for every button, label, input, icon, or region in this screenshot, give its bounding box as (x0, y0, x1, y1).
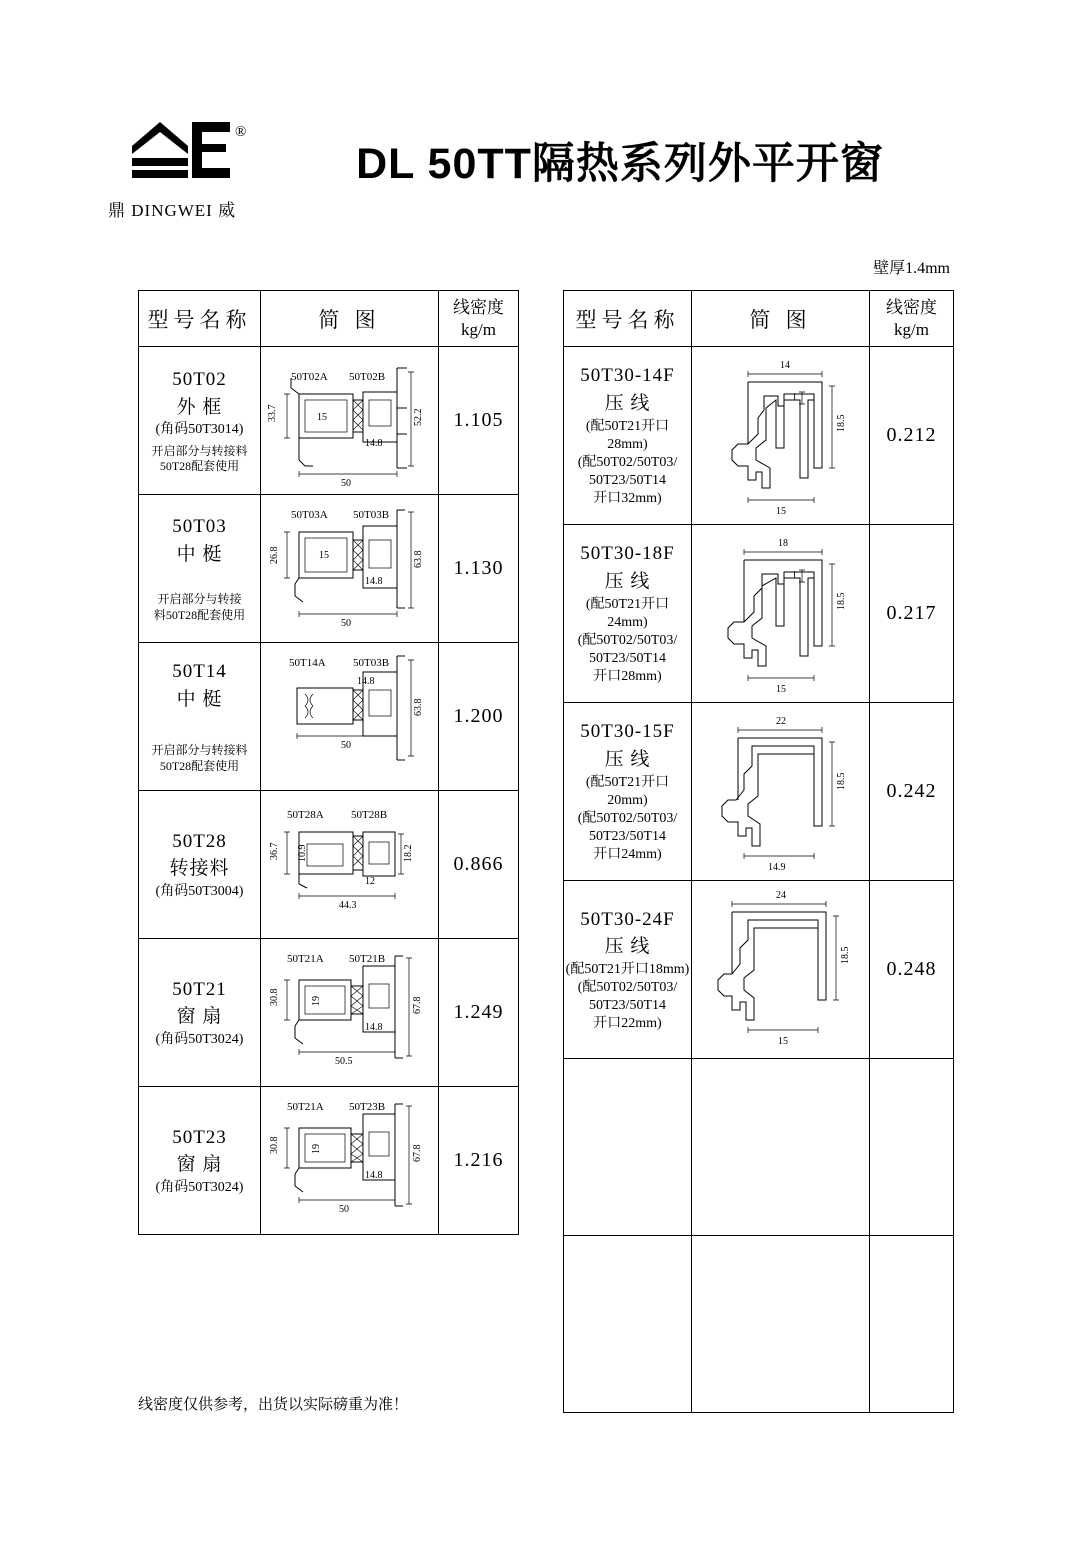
fig-dim: 50 (341, 739, 351, 751)
model-corner-code: (角码50T3014) (155, 422, 244, 438)
model-note: 开启部分与转接 料50T28配套使用 (153, 592, 246, 623)
fig-dim: 19 (311, 995, 322, 1006)
fig-dim: 19 (311, 1143, 322, 1154)
fig-dim: 50 (341, 617, 351, 629)
fig-label: 50T21A (287, 952, 324, 965)
density-value: 1.130 (453, 557, 504, 579)
fig-dim: 67.8 (412, 1144, 423, 1162)
fig-dim: 14.8 (365, 1169, 383, 1181)
fig-label: 50T21A (287, 1100, 324, 1113)
header-density-1: 线密度 (886, 298, 937, 318)
fig-dim: 14.8 (365, 1021, 383, 1033)
fig-dim: 67.8 (412, 996, 423, 1014)
table-row (139, 791, 519, 939)
model-spec: (配50T21开口 28mm) (配50T02/50T03/ 50T23/50T14 开口32mm) (577, 418, 678, 507)
header-density-2: kg/m (894, 319, 929, 339)
row-figure-cell (692, 1236, 870, 1413)
profile-diagram-50t30-18f (692, 526, 870, 702)
model-corner-code: (角码50T3024) (155, 1031, 244, 1047)
row-name-cell (139, 1087, 261, 1235)
registered-trademark-icon: ® (235, 124, 247, 140)
model-code: 50T21 (172, 978, 227, 1000)
fig-label: 50T28A (287, 808, 324, 821)
fig-dim: 18.5 (840, 946, 851, 964)
fig-label: 50T03A (291, 508, 328, 521)
fig-dim: 18.5 (836, 414, 847, 432)
fig-dim: 18.5 (836, 772, 847, 790)
fig-dim: 30.8 (269, 1136, 280, 1154)
row-name-cell (139, 643, 261, 791)
fig-dim: 15 (776, 683, 786, 695)
header-figure: 简 图 (318, 307, 381, 332)
profile-diagram-50t23 (261, 1088, 439, 1234)
fig-dim: 26.8 (269, 546, 280, 564)
model-type: 转接料 (169, 858, 230, 880)
model-code: 50T03 (172, 516, 227, 538)
row-name-cell (564, 1236, 692, 1413)
model-type: 外 框 (176, 396, 223, 418)
model-spec: (配50T21开口 24mm) (配50T02/50T03/ 50T23/50T14 开口28mm) (577, 596, 678, 685)
table-row (564, 1059, 954, 1236)
fig-label: 50T21B (349, 952, 386, 965)
row-name-cell (564, 1059, 692, 1236)
row-figure-cell (261, 1087, 439, 1235)
row-name-cell (139, 939, 261, 1087)
density-value: 0.217 (886, 602, 937, 624)
model-type: 压 线 (604, 936, 651, 958)
table-header-row (564, 291, 954, 347)
fig-dim: 14.8 (357, 675, 375, 687)
table-header-row (139, 291, 519, 347)
density-value (870, 1236, 954, 1413)
fig-dim: 15 (776, 505, 786, 517)
fig-dim: 12 (365, 875, 375, 887)
fig-dim: 50.5 (335, 1055, 353, 1067)
model-spec: (配50T21开口 20mm) (配50T02/50T03/ 50T23/50T14 开口24mm) (577, 774, 678, 863)
model-type: 压 线 (604, 749, 651, 771)
model-code: 50T28 (172, 830, 227, 852)
logo-wordmark: 鼎 DINGWEI 威 (108, 201, 237, 220)
row-name-cell (564, 347, 692, 525)
profile-diagram-50t14 (261, 644, 439, 790)
fig-dim: 1 (792, 569, 797, 581)
fig-dim: 15 (317, 411, 327, 423)
table-row (139, 495, 519, 643)
profile-diagram-50t03 (261, 496, 439, 642)
table-row (139, 939, 519, 1087)
density-value: 0.212 (886, 424, 937, 446)
model-type: 窗 扇 (176, 1006, 223, 1028)
table-row (564, 1236, 954, 1413)
fig-label: 50T28B (351, 808, 388, 821)
fig-dim: 1 (792, 391, 797, 403)
model-note: 开启部分与转接料 50T28配套使用 (151, 743, 248, 774)
table-row (564, 881, 954, 1059)
profile-diagram-50t30-15f (692, 704, 870, 880)
row-figure-cell (261, 347, 439, 495)
fig-label: 50T03B (353, 508, 390, 521)
row-name-cell (564, 703, 692, 881)
header-density-2: kg/m (461, 319, 496, 339)
fig-dim: 10.9 (297, 844, 308, 862)
model-type: 压 线 (604, 393, 651, 415)
model-code: 50T02 (172, 369, 227, 391)
fig-dim: 63.8 (413, 550, 424, 568)
row-figure-cell (261, 939, 439, 1087)
table-row (139, 1087, 519, 1235)
header-model-name: 型号名称 (575, 307, 680, 332)
header-density-1: 线密度 (453, 298, 504, 318)
fig-dim: 33.7 (267, 404, 278, 422)
density-value: 1.200 (453, 705, 504, 727)
fig-dim: 18.5 (836, 592, 847, 610)
fig-dim: 52.2 (413, 408, 424, 426)
fig-dim: 22 (776, 715, 786, 727)
fig-dim: 14 (780, 359, 790, 371)
model-corner-code: (角码50T3004) (155, 883, 244, 899)
row-name-cell (139, 495, 261, 643)
document-header (0, 110, 1090, 240)
row-figure-cell (261, 791, 439, 939)
profile-table-right (563, 290, 954, 1413)
logo-mark-icon (130, 118, 235, 180)
model-type: 压 线 (604, 571, 651, 593)
page-title: DL 50TT隔热系列外平开窗 (356, 140, 884, 188)
fig-dim: 18.2 (403, 844, 414, 862)
profile-diagram-50t21 (261, 940, 439, 1086)
row-figure-cell (261, 643, 439, 791)
fig-dim: 15 (778, 1035, 788, 1047)
model-type: 中 梃 (176, 543, 223, 565)
fig-dim: 14.8 (365, 437, 383, 449)
row-name-cell (564, 881, 692, 1059)
row-figure-cell (692, 525, 870, 703)
fig-label: 50T02B (349, 370, 386, 383)
fig-dim: 18 (778, 537, 788, 549)
density-value: 0.242 (886, 780, 937, 802)
fig-dim: 50 (339, 1203, 349, 1215)
fig-label: 50T14A (289, 656, 326, 669)
fig-dim: 24 (776, 889, 786, 901)
footnote: 线密度仅供参考，出货以实际磅重为准！ (138, 1397, 409, 1413)
table-row (564, 347, 954, 525)
fig-dim: 15 (319, 549, 329, 561)
profile-table-left (138, 290, 519, 1235)
density-value: 1.105 (453, 409, 504, 431)
header-figure: 简 图 (749, 307, 812, 332)
model-note: 开启部分与转接料 50T28配套使用 (151, 443, 248, 474)
density-value: 0.248 (886, 958, 937, 980)
table-row (564, 703, 954, 881)
row-figure-cell (692, 1059, 870, 1236)
row-figure-cell (692, 347, 870, 525)
model-code: 50T14 (172, 661, 227, 683)
fig-dim: 50 (341, 477, 351, 489)
fig-dim: 44.3 (339, 899, 357, 911)
row-name-cell (139, 791, 261, 939)
table-row (139, 347, 519, 495)
model-code: 50T30-18F (580, 543, 675, 565)
density-value (870, 1059, 954, 1236)
fig-label: 50T23B (349, 1100, 386, 1113)
fig-dim: 63.8 (413, 698, 424, 716)
profile-diagram-50t28 (261, 792, 439, 938)
fig-dim: 30.8 (269, 988, 280, 1006)
fig-label: 50T03B (353, 656, 390, 669)
wall-thickness-note: 壁厚1.4mm (873, 260, 950, 277)
model-code: 50T23 (172, 1126, 227, 1148)
row-name-cell (564, 525, 692, 703)
table-row (139, 643, 519, 791)
row-figure-cell (692, 881, 870, 1059)
row-name-cell (139, 347, 261, 495)
table-row (564, 525, 954, 703)
model-code: 50T30-24F (580, 908, 675, 930)
density-value: 1.249 (453, 1001, 504, 1023)
fig-dim: 14.9 (768, 861, 786, 873)
model-code: 50T30-14F (580, 365, 675, 387)
model-code: 50T30-15F (580, 721, 675, 743)
row-figure-cell (692, 703, 870, 881)
fig-dim: 36.7 (269, 842, 280, 860)
profile-diagram-50t30-24f (692, 882, 870, 1058)
profile-diagram-50t02 (261, 348, 439, 494)
density-value: 1.216 (453, 1149, 504, 1171)
fig-label: 50T02A (291, 370, 328, 383)
profile-diagram-50t30-14f (692, 348, 870, 524)
model-spec: (配50T21开口18mm) (配50T02/50T03/ 50T23/50T14 开口22mm) (565, 961, 690, 1032)
header-model-name: 型号名称 (147, 307, 252, 332)
model-corner-code: (角码50T3024) (155, 1179, 244, 1195)
model-type: 中 梃 (176, 688, 223, 710)
row-figure-cell (261, 495, 439, 643)
model-type: 窗 扇 (176, 1154, 223, 1176)
fig-dim: 14.8 (365, 575, 383, 587)
company-logo (108, 118, 260, 238)
density-value: 0.866 (453, 853, 504, 875)
